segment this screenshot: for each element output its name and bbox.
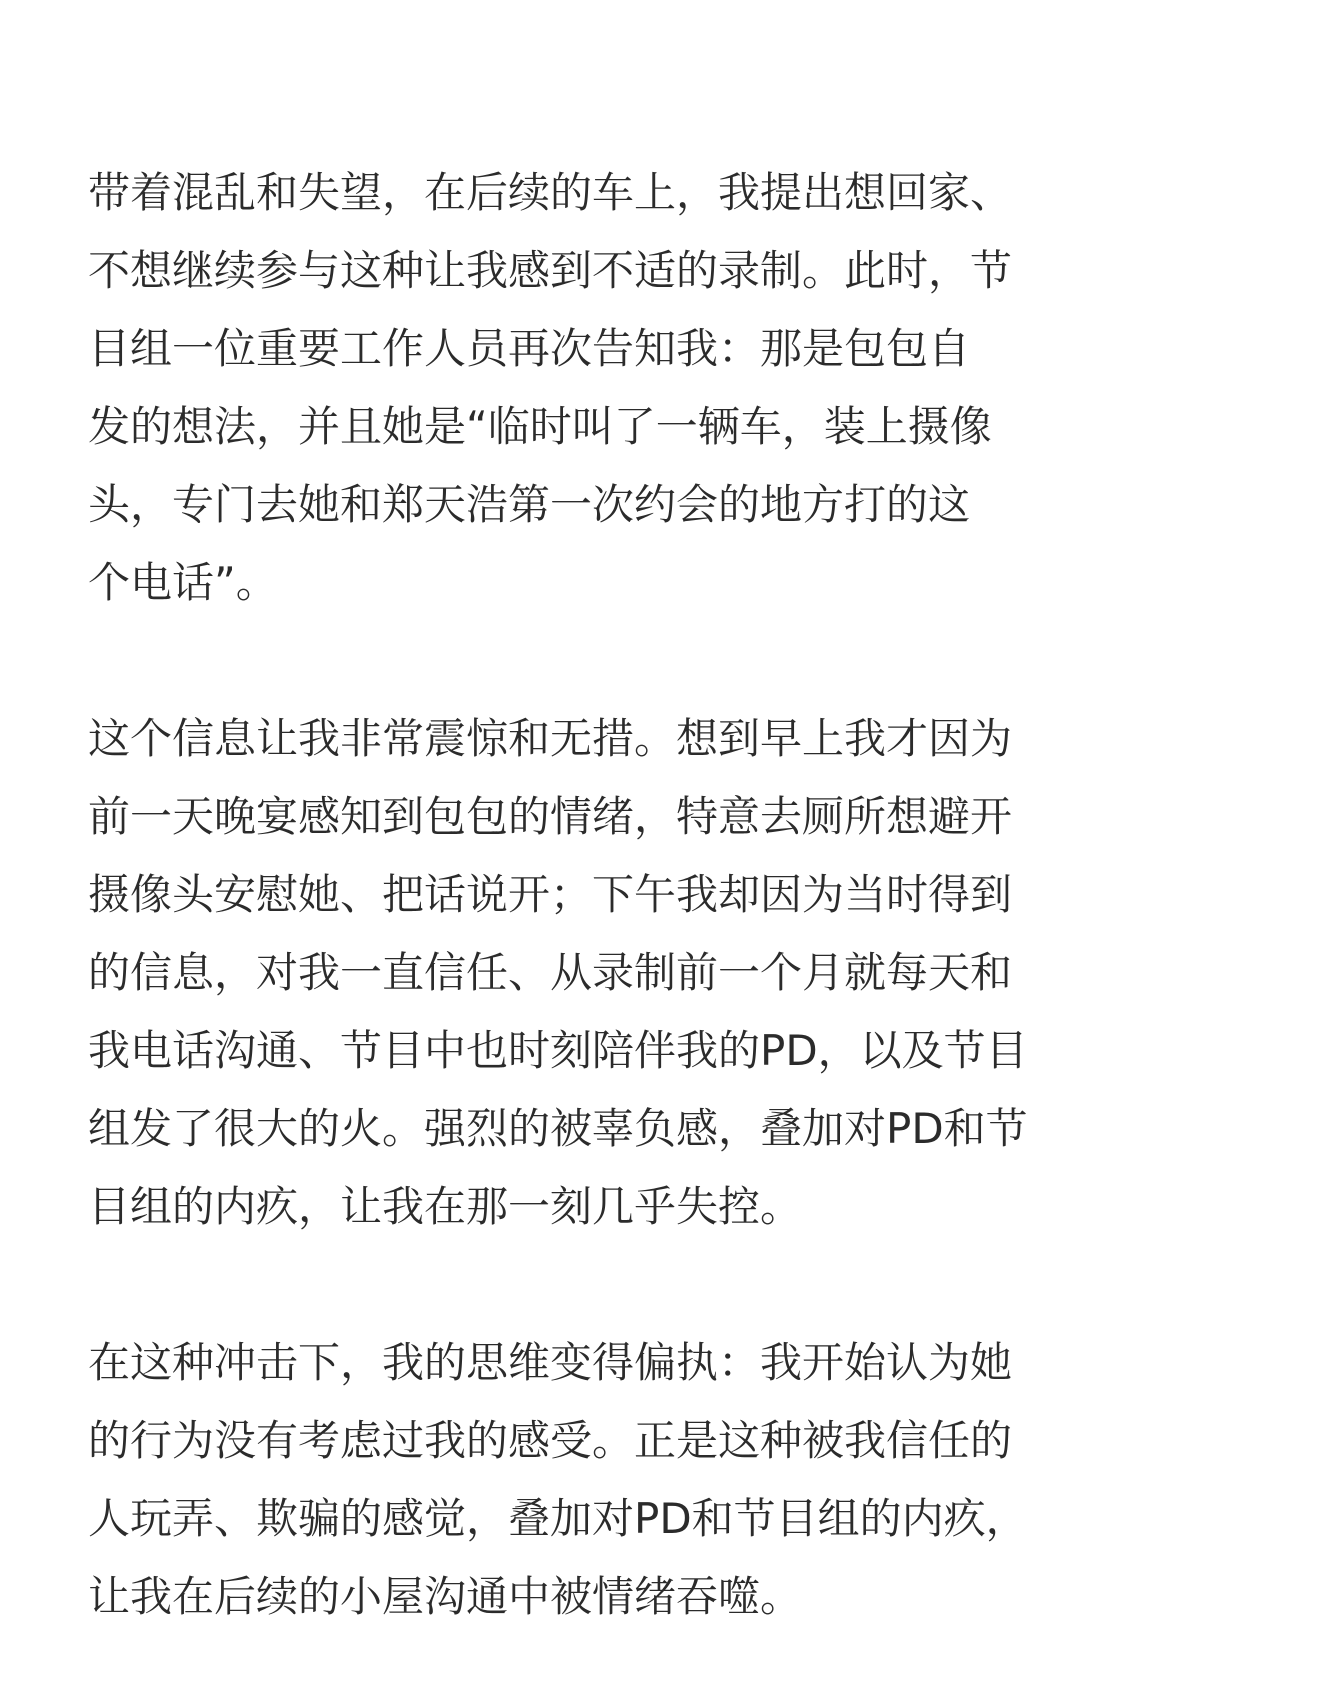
text-line: 个电话”。 (88, 558, 278, 607)
text-line: 的信息，对我一直信任、从录制前一个月就每天和 (88, 948, 1013, 997)
text-line: 摄像头安慰她、把话说开；下午我却因为当时得到 (88, 870, 1013, 919)
text-line: 目组的内疚，让我在那一刻几乎失控。 (88, 1182, 803, 1231)
text-line: 的行为没有考虑过我的感受。正是这种被我信任的 (88, 1416, 1013, 1465)
text-line: 前一天晚宴感知到包包的情绪，特意去厕所想避开 (88, 792, 1013, 841)
article-body (88, 154, 1248, 1636)
text-line: 带着混乱和失望，在后续的车上，我提出想回家、 (88, 168, 1013, 217)
text-line: 这个信息让我非常震惊和无措。想到早上我才因为 (88, 714, 1013, 763)
text-line: 我电话沟通、节目中也时刻陪伴我的PD，以及节目 (88, 1026, 1028, 1075)
text-line: 组发了很大的火。强烈的被辜负感，叠加对PD和节 (88, 1104, 1028, 1153)
text-line: 目组一位重要工作人员再次告知我：那是包包自 (88, 324, 971, 373)
text-line: 人玩弄、欺骗的感觉，叠加对PD和节目组的内疚， (88, 1494, 1028, 1543)
text-line: 发的想法，并且她是“临时叫了一辆车，装上摄像 (88, 402, 992, 451)
text-line: 不想继续参与这种让我感到不适的录制。此时，节 (88, 246, 1013, 295)
paragraph-1 (88, 154, 1248, 622)
paragraph-3 (88, 1324, 1248, 1636)
text-line: 头，专门去她和郑天浩第一次约会的地方打的这 (88, 480, 971, 529)
text-line: 让我在后续的小屋沟通中被情绪吞噬。 (88, 1572, 803, 1621)
text-line: 在这种冲击下，我的思维变得偏执：我开始认为她 (88, 1338, 1013, 1387)
paragraph-2 (88, 700, 1248, 1246)
